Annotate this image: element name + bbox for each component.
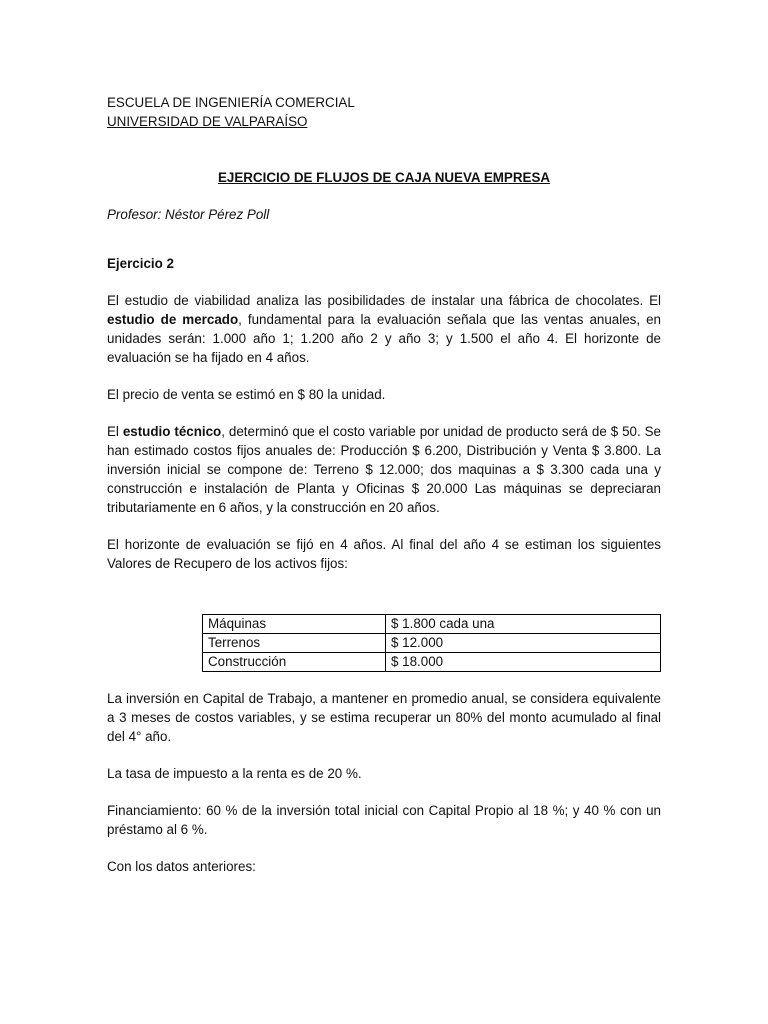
exercise-number: Ejercicio 2 (107, 256, 174, 271)
paragraph-text: El (107, 424, 123, 439)
paragraph-horizon: El horizonte de evaluación se fijó en 4 años. Al final del año 4 se estiman los siguientes Valores de Recupero de los activos fijos: (107, 537, 661, 571)
table-cell-value: $ 1.800 cada una (386, 615, 661, 634)
table-row (203, 615, 661, 634)
paragraph-text: , determinó que el costo variable por unidad de producto será de $ 50. Se han estimado costos fijos anuales de: Producción $ 6.200, Distribución y Venta $ 3.800. La inversión inicial se compone de: Terreno $ 12.000; dos maquinas a $ 3.300 cada una y construcción e instalación de Planta y Oficinas $ 20.000 Las máquinas se depreciaran tributariamente en 6 años, y la construcción en 20 años. (107, 424, 661, 515)
table-cell-item: Construcción (203, 653, 386, 672)
paragraph-bold-text: estudio de mercado (107, 312, 239, 327)
table-cell-item: Terrenos (203, 634, 386, 653)
table-cell-value: $ 18.000 (386, 653, 661, 672)
recovery-values-table (202, 614, 661, 672)
paragraph-closing: Con los datos anteriores: (107, 859, 256, 874)
paragraph-text: , fundamental para la evaluación señala que las ventas anuales, en unidades serán: 1.000 año 1; 1.200 año 2 y año 3; y 1.500 el año 4. El horizonte de evaluación se ha fijado en 4 años. (107, 312, 662, 365)
paragraph-technical-study (107, 422, 661, 517)
table-cell-value: $ 12.000 (386, 634, 661, 653)
table-row (203, 634, 661, 653)
school-name: ESCUELA DE INGENIERÍA COMERCIAL (107, 95, 355, 110)
paragraph-sale-price: El precio de venta se estimó en $ 80 la unidad. (107, 387, 386, 402)
paragraph-tax-rate: La tasa de impuesto a la renta es de 20 %. (107, 766, 362, 781)
table-row (203, 653, 661, 672)
professor-name: Profesor: Néstor Pérez Poll (107, 207, 270, 222)
university-name: UNIVERSIDAD DE VALPARAÍSO (107, 114, 308, 129)
paragraph-text: El estudio de viabilidad analiza las posibilidades de instalar una fábrica de chocolates. El (107, 293, 661, 308)
paragraph-bold-text: estudio técnico (122, 424, 222, 439)
table-cell-item: Máquinas (203, 615, 386, 634)
document-body (107, 93, 661, 889)
paragraph-financing: Financiamiento: 60 % de la inversión total inicial con Capital Propio al 18 %; y 40 % con un préstamo al 6 %. (107, 803, 661, 837)
exercise-title: EJERCICIO DE FLUJOS DE CAJA NUEVA EMPRESA (217, 170, 551, 185)
paragraph-market-study (107, 291, 661, 367)
paragraph-working-capital: La inversión en Capital de Trabajo, a mantener en promedio anual, se considera equivalente a 3 meses de costos variables, y se estima recuperar un 80% del monto acumulado al final del 4° año. (107, 691, 661, 744)
